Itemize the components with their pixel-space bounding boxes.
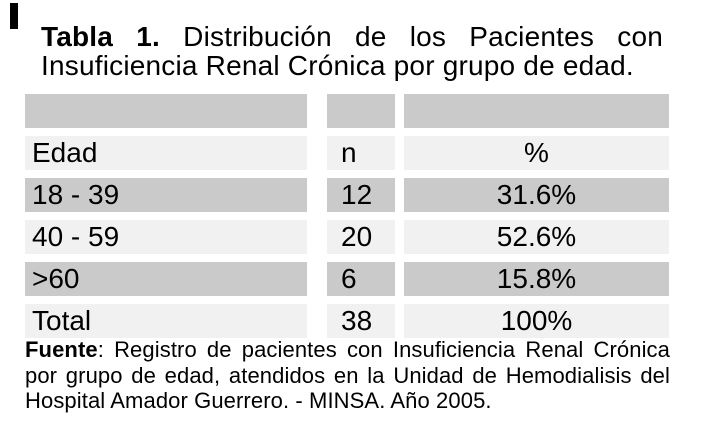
table-row xyxy=(25,262,669,296)
table-header-band xyxy=(25,94,669,128)
source-note xyxy=(25,337,670,414)
source-label: Fuente xyxy=(25,337,98,362)
column-gutter xyxy=(395,136,404,170)
header-band-cell-edad xyxy=(25,94,307,128)
column-gutter xyxy=(395,304,404,338)
cell-edad: Total xyxy=(25,304,307,338)
column-gutter xyxy=(307,178,327,212)
cell-edad: 40 - 59 xyxy=(25,220,307,254)
column-gutter xyxy=(395,220,404,254)
cell-n: 38 xyxy=(327,304,395,338)
table-title-line2: Insuficiencia Renal Crónica por grupo de edad. xyxy=(41,50,634,81)
header-band-cell-pct xyxy=(404,94,669,128)
column-header-n: n xyxy=(327,136,395,170)
cell-pct: 15.8% xyxy=(404,262,669,296)
table-column-header-row xyxy=(25,136,669,170)
cell-pct: 100% xyxy=(404,304,669,338)
cell-pct: 31.6% xyxy=(404,178,669,212)
table-title-text: Distribución de los Pacientes con xyxy=(183,21,663,52)
table-title-number: Tabla 1. xyxy=(41,21,160,52)
cell-edad: >60 xyxy=(25,262,307,296)
source-text: : Registro de pacientes con Insuficiencia Renal Crónica xyxy=(97,337,670,362)
column-header-edad: Edad xyxy=(25,136,307,170)
table-row xyxy=(25,178,669,212)
cell-n: 6 xyxy=(327,262,395,296)
column-header-pct: % xyxy=(404,136,669,170)
cell-n: 12 xyxy=(327,178,395,212)
cell-pct: 52.6% xyxy=(404,220,669,254)
column-gutter xyxy=(395,262,404,296)
table-title-line1 xyxy=(41,22,663,51)
column-gutter xyxy=(307,136,327,170)
table-total-row xyxy=(25,304,669,338)
source-line2: por grupo de edad, atendidos en la Unidad de Hemodialisis del xyxy=(25,362,670,388)
column-gutter xyxy=(307,262,327,296)
table-row xyxy=(25,220,669,254)
column-gutter xyxy=(395,178,404,212)
table-title xyxy=(41,22,663,80)
source-line1 xyxy=(25,337,670,363)
source-line3: Hospital Amador Guerrero. - MINSA. Año 2005. xyxy=(25,388,492,413)
cell-edad: 18 - 39 xyxy=(25,178,307,212)
column-gutter xyxy=(395,94,404,128)
column-gutter xyxy=(307,94,327,128)
column-gutter xyxy=(307,304,327,338)
cell-n: 20 xyxy=(327,220,395,254)
header-band-cell-n xyxy=(327,94,395,128)
column-gutter xyxy=(307,220,327,254)
scan-artifact-mark xyxy=(10,3,18,29)
data-table xyxy=(25,94,669,346)
